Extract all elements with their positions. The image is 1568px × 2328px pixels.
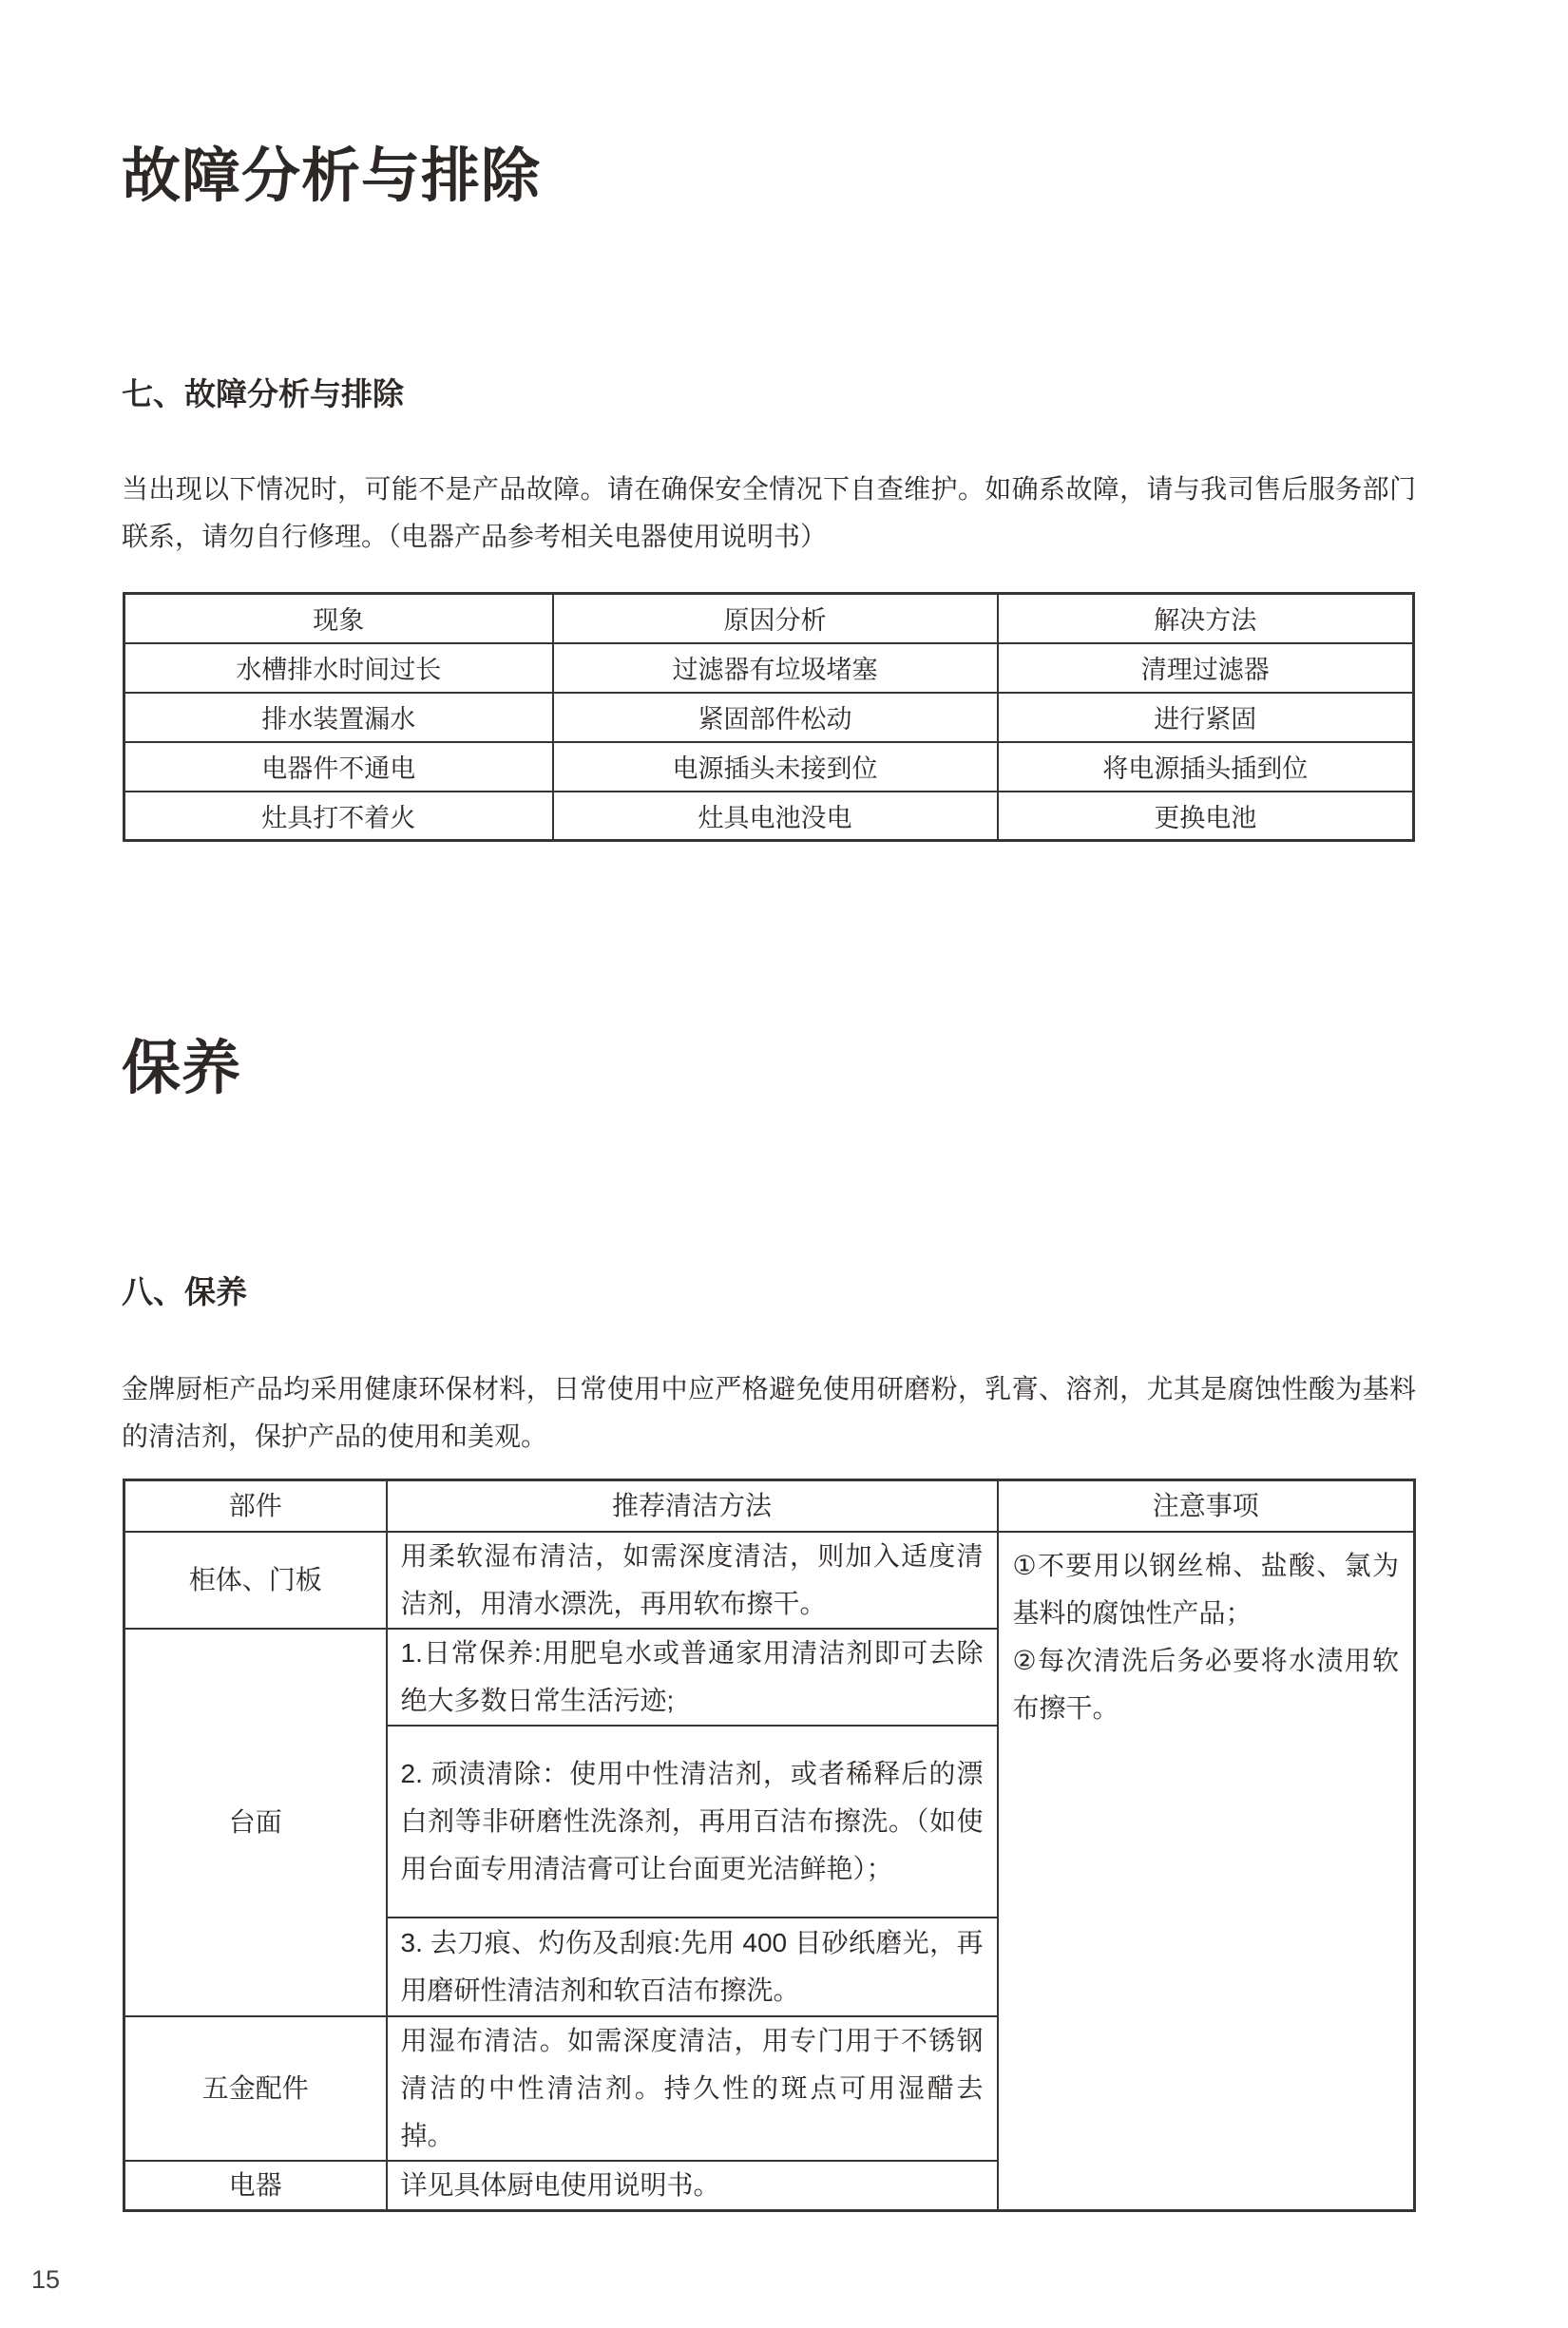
method-cell: 详见具体厨电使用说明书。 <box>387 2161 998 2211</box>
fault-phenomenon-cell: 灶具打不着火 <box>124 792 553 841</box>
fault-phenomenon-cell: 电器件不通电 <box>124 742 553 792</box>
fault-cause-cell: 紧固部件松动 <box>553 693 998 742</box>
maintenance-table-header-row <box>124 1480 1415 1532</box>
maintenance-col-header-method: 推荐清洁方法 <box>387 1480 998 1532</box>
note-line: ②每次清洗后务必要将水渍用软布擦干。 <box>1012 1645 1399 1723</box>
maintenance-table <box>123 1479 1416 2212</box>
fault-solution-cell: 清理过滤器 <box>998 643 1414 693</box>
fault-col-header-solution: 解决方法 <box>998 594 1414 643</box>
fault-table <box>123 592 1415 842</box>
method-cell: 用柔软湿布清洁，如需深度清洁，则加入适度清洁剂，用清水漂洗，再用软布擦干。 <box>387 1532 998 1629</box>
fault-table-header-row <box>124 594 1414 643</box>
part-cell-cabinet: 柜体、门板 <box>124 1532 387 1629</box>
maintenance-col-header-part: 部件 <box>124 1480 387 1532</box>
table-row <box>124 792 1414 841</box>
fault-phenomenon-cell: 水槽排水时间过长 <box>124 643 553 693</box>
fault-solution-cell: 将电源插头插到位 <box>998 742 1414 792</box>
fault-solution-cell: 更换电池 <box>998 792 1414 841</box>
fault-col-header-phenomenon: 现象 <box>124 594 553 643</box>
maintenance-section-title: 保养 <box>122 1036 242 1101</box>
fault-cause-cell: 过滤器有垃圾堵塞 <box>553 643 998 693</box>
part-cell-appliance: 电器 <box>124 2161 387 2211</box>
maintenance-col-header-notes: 注意事项 <box>998 1480 1415 1532</box>
method-cell: 3. 去刀痕、灼伤及刮痕:先用 400 目砂纸磨光，再用磨研性清洁剂和软百洁布擦洗。 <box>387 1918 998 2016</box>
fault-cause-cell: 电源插头未接到位 <box>553 742 998 792</box>
table-row <box>124 742 1414 792</box>
table-row <box>124 643 1414 693</box>
fault-phenomenon-cell: 排水装置漏水 <box>124 693 553 742</box>
fault-cause-cell: 灶具电池没电 <box>553 792 998 841</box>
fault-col-header-cause: 原因分析 <box>553 594 998 643</box>
fault-section-title: 故障分析与排除 <box>122 143 542 209</box>
maintenance-subheading: 八、保养 <box>122 1274 247 1309</box>
table-row <box>124 693 1414 742</box>
method-cell: 2. 顽渍清除：使用中性清洁剂，或者稀释后的漂白剂等非研磨性洗涤剂，再用百洁布擦洗。（如使用台面专用清洁膏可让台面更光洁鲜艳）； <box>387 1726 998 1918</box>
maintenance-intro-paragraph: 金牌厨柜产品均采用健康环保材料，日常使用中应严格避免使用研磨粉，乳膏、溶剂，尤其是腐蚀性酸为基料的清洁剂，保护产品的使用和美观。 <box>122 1374 1416 1451</box>
method-cell: 用湿布清洁。如需深度清洁，用专门用于不锈钢清洁的中性清洁剂。持久性的斑点可用湿醋去掉。 <box>387 2016 998 2161</box>
method-cell: 1.日常保养:用肥皂水或普通家用清洁剂即可去除绝大多数日常生活污迹; <box>387 1629 998 1726</box>
note-line: ①不要用以钢丝棉、盐酸、氯为基料的腐蚀性产品； <box>1012 1550 1399 1628</box>
table-row <box>124 1532 1415 1629</box>
fault-subheading: 七、故障分析与排除 <box>122 376 404 411</box>
notes-cell <box>998 1532 1415 2211</box>
fault-solution-cell: 进行紧固 <box>998 693 1414 742</box>
part-cell-countertop: 台面 <box>124 1629 387 2016</box>
fault-intro-paragraph: 当出现以下情况时，可能不是产品故障。请在确保安全情况下自查维护。如确系故障，请与我司售后服务部门联系，请勿自行修理。（电器产品参考相关电器使用说明书） <box>122 474 1416 551</box>
part-cell-hardware: 五金配件 <box>124 2016 387 2161</box>
page-number: 15 <box>31 2265 61 2294</box>
